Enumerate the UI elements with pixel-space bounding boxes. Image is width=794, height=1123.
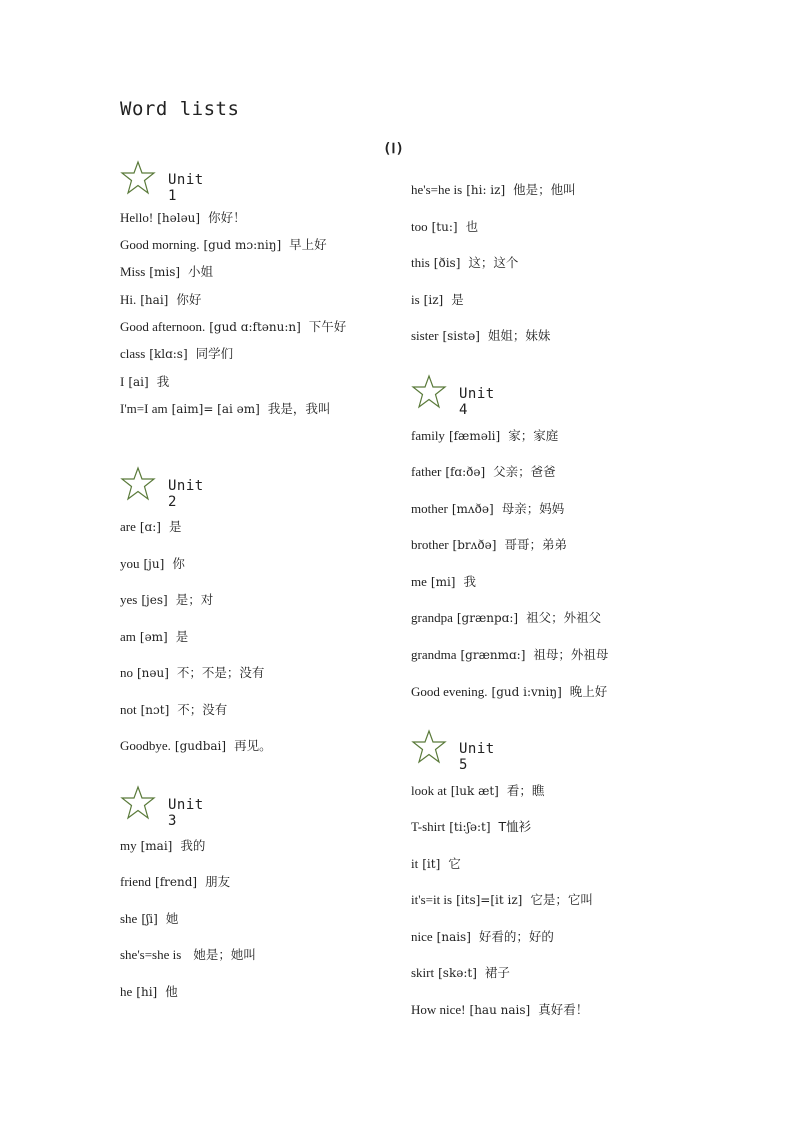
word-phonetic: [fɑ:ðə] bbox=[445, 465, 486, 479]
word-phonetic: [hi] bbox=[136, 985, 158, 999]
star-icon bbox=[120, 466, 156, 502]
word-english: nice bbox=[411, 929, 433, 944]
word-phonetic: [mis] bbox=[149, 265, 181, 279]
word-entry bbox=[411, 217, 478, 235]
word-phonetic: [gud mɔ:niŋ] bbox=[203, 238, 282, 252]
word-entry bbox=[120, 517, 181, 535]
word-entry bbox=[120, 736, 272, 754]
word-phonetic: [hi: iz] bbox=[466, 183, 506, 197]
word-english: Good afternoon. bbox=[120, 319, 206, 334]
word-english: sister bbox=[411, 328, 439, 343]
word-chinese: 我 bbox=[156, 374, 170, 389]
star-icon bbox=[411, 729, 447, 765]
word-chinese: T恤衫 bbox=[498, 819, 532, 834]
word-entry bbox=[411, 927, 554, 945]
word-english: he's=he is bbox=[411, 182, 463, 197]
word-chinese: 早上好 bbox=[289, 237, 327, 252]
word-chinese: 是 bbox=[451, 292, 464, 307]
word-entry bbox=[411, 253, 518, 271]
word-phonetic: [fæməli] bbox=[448, 429, 501, 443]
word-chinese: 再见。 bbox=[234, 738, 272, 753]
word-chinese: 母亲；妈妈 bbox=[501, 501, 565, 516]
word-chinese: 她 bbox=[165, 911, 179, 926]
word-english: my bbox=[120, 838, 137, 853]
word-phonetic: [its]=[it iz] bbox=[456, 893, 523, 907]
word-english: Good evening. bbox=[411, 684, 488, 699]
star-icon bbox=[411, 374, 447, 410]
word-phonetic: [ʃi] bbox=[141, 912, 158, 926]
word-entry bbox=[120, 627, 188, 645]
unit-label: Unit 1 bbox=[168, 172, 204, 204]
word-phonetic: [hələu] bbox=[157, 211, 201, 225]
word-chinese: 是；对 bbox=[175, 592, 214, 607]
word-english: family bbox=[411, 428, 445, 443]
word-english: grandpa bbox=[411, 610, 453, 625]
word-english: friend bbox=[120, 874, 152, 889]
word-chinese: 姐姐；妹妹 bbox=[487, 328, 551, 343]
word-english: am bbox=[120, 629, 136, 644]
word-chinese: 她是；她叫 bbox=[193, 947, 256, 962]
word-entry bbox=[120, 235, 327, 253]
word-chinese: 不；不是；没有 bbox=[176, 665, 265, 680]
word-entry bbox=[411, 499, 564, 517]
word-phonetic: [nais] bbox=[436, 930, 471, 944]
word-english: she bbox=[120, 911, 138, 926]
word-phonetic: [mai] bbox=[140, 839, 173, 853]
word-phonetic: [grænmɑ:] bbox=[460, 648, 526, 662]
word-english: class bbox=[120, 346, 146, 361]
word-english: is bbox=[411, 292, 420, 307]
word-chinese: 祖母；外祖母 bbox=[533, 647, 609, 662]
word-entry bbox=[411, 535, 567, 553]
word-phonetic: [frend] bbox=[155, 875, 198, 889]
word-phonetic: [ðis] bbox=[433, 256, 461, 270]
word-english: it's=it is bbox=[411, 892, 453, 907]
word-chinese: 裙子 bbox=[484, 965, 510, 980]
word-phonetic: [aim]= [ai əm] bbox=[171, 402, 260, 416]
word-english: brother bbox=[411, 537, 449, 552]
word-phonetic: [brʌðə] bbox=[452, 538, 497, 552]
word-chinese: 你好 bbox=[176, 292, 202, 307]
word-entry bbox=[120, 399, 330, 417]
word-phonetic: [skə:t] bbox=[438, 966, 477, 980]
unit-label: Unit 3 bbox=[168, 797, 204, 829]
word-entry bbox=[411, 426, 558, 444]
word-entry bbox=[120, 317, 346, 335]
word-entry bbox=[411, 608, 601, 626]
word-phonetic: [iz] bbox=[423, 293, 444, 307]
word-entry bbox=[411, 290, 464, 308]
word-phonetic: [tu:] bbox=[431, 220, 458, 234]
word-chinese: 这；这个 bbox=[468, 255, 519, 270]
unit-label: Unit 5 bbox=[459, 741, 495, 773]
unit-label: Unit 4 bbox=[459, 386, 495, 418]
word-entry bbox=[411, 462, 556, 480]
word-chinese: 我 bbox=[463, 574, 476, 589]
section-subtitle: (Ⅰ) bbox=[383, 141, 404, 157]
word-english: Good morning. bbox=[120, 237, 200, 252]
word-entry bbox=[120, 982, 178, 1000]
word-english: he bbox=[120, 984, 133, 999]
word-english: no bbox=[120, 665, 133, 680]
word-entry bbox=[411, 854, 461, 872]
word-entry bbox=[411, 781, 544, 799]
word-chinese: 哥哥；弟弟 bbox=[504, 537, 567, 552]
page-title: Word lists bbox=[120, 98, 240, 120]
word-chinese: 父亲；爸爸 bbox=[493, 464, 556, 479]
word-entry bbox=[411, 817, 531, 835]
word-entry bbox=[411, 180, 576, 198]
word-entry bbox=[120, 909, 178, 927]
star-icon bbox=[120, 785, 156, 821]
word-english: T-shirt bbox=[411, 819, 446, 834]
word-phonetic: [gud ɑ:ftənu:n] bbox=[209, 320, 301, 334]
word-chinese: 不；没有 bbox=[177, 702, 228, 717]
word-english: are bbox=[120, 519, 136, 534]
word-entry bbox=[120, 945, 256, 963]
word-english: I bbox=[120, 374, 125, 389]
unit-label: Unit 2 bbox=[168, 478, 204, 510]
word-english: this bbox=[411, 255, 430, 270]
word-chinese: 看；瞧 bbox=[506, 783, 545, 798]
word-english: grandma bbox=[411, 647, 457, 662]
word-phonetic: [gud i:vniŋ] bbox=[491, 685, 562, 699]
word-entry bbox=[120, 262, 213, 280]
word-entry bbox=[411, 963, 510, 981]
word-chinese: 它 bbox=[448, 856, 461, 871]
word-phonetic: [it] bbox=[422, 857, 441, 871]
word-entry bbox=[411, 1000, 588, 1018]
word-english: Hi. bbox=[120, 292, 137, 307]
word-phonetic: [hau nais] bbox=[469, 1003, 531, 1017]
word-phonetic: [klɑ:s] bbox=[149, 347, 188, 361]
word-chinese: 祖父；外祖父 bbox=[526, 610, 602, 625]
word-phonetic: [luk æt] bbox=[450, 784, 499, 798]
word-chinese: 晚上好 bbox=[569, 684, 608, 699]
word-entry bbox=[120, 872, 230, 890]
word-entry bbox=[411, 572, 476, 590]
word-entry bbox=[120, 700, 227, 718]
word-chinese: 你好！ bbox=[208, 210, 246, 225]
word-phonetic: [ti:ʃə:t] bbox=[449, 820, 491, 834]
word-chinese: 是 bbox=[175, 629, 189, 644]
word-english: too bbox=[411, 219, 428, 234]
word-entry bbox=[411, 326, 550, 344]
star-icon bbox=[120, 160, 156, 196]
word-entry bbox=[120, 554, 185, 572]
word-entry bbox=[120, 290, 201, 308]
word-english: mother bbox=[411, 501, 448, 516]
word-chinese: 我的 bbox=[180, 838, 206, 853]
word-phonetic: [gudbai] bbox=[174, 739, 227, 753]
word-phonetic: [grænpɑ:] bbox=[456, 611, 519, 625]
word-chinese: 小姐 bbox=[188, 264, 214, 279]
word-chinese: 是 bbox=[168, 519, 182, 534]
word-english: look at bbox=[411, 783, 447, 798]
word-chinese: 家；家庭 bbox=[508, 428, 559, 443]
word-phonetic: [nəu] bbox=[137, 666, 169, 680]
word-entry bbox=[120, 372, 169, 390]
word-entry bbox=[120, 663, 264, 681]
word-english: I'm=I am bbox=[120, 401, 168, 416]
word-english: yes bbox=[120, 592, 138, 607]
word-phonetic: [əm] bbox=[139, 630, 168, 644]
word-chinese: 同学们 bbox=[195, 346, 234, 361]
word-english: How nice! bbox=[411, 1002, 466, 1017]
word-phonetic: [mʌðə] bbox=[451, 502, 494, 516]
word-phonetic: [ai] bbox=[128, 375, 149, 389]
word-entry bbox=[411, 682, 607, 700]
word-chinese: 它是；它叫 bbox=[530, 892, 593, 907]
word-phonetic: [hai] bbox=[140, 293, 169, 307]
word-chinese: 朋友 bbox=[205, 874, 231, 889]
word-english: you bbox=[120, 556, 140, 571]
word-english: Miss bbox=[120, 264, 146, 279]
word-chinese: 你 bbox=[172, 556, 185, 571]
word-chinese: 他是；他叫 bbox=[513, 182, 576, 197]
word-phonetic: [nɔt] bbox=[140, 703, 170, 717]
word-chinese: 好看的；好的 bbox=[478, 929, 554, 944]
word-entry bbox=[120, 590, 213, 608]
word-english: Goodbye. bbox=[120, 738, 171, 753]
word-entry bbox=[411, 645, 608, 663]
word-phonetic: [mi] bbox=[430, 575, 456, 589]
word-english: father bbox=[411, 464, 442, 479]
word-english: Hello! bbox=[120, 210, 154, 225]
word-phonetic: [ju] bbox=[143, 557, 165, 571]
word-entry bbox=[120, 208, 246, 226]
word-entry bbox=[120, 836, 205, 854]
word-chinese: 真好看！ bbox=[538, 1002, 589, 1017]
word-phonetic: [jes] bbox=[141, 593, 168, 607]
word-phonetic: [ɑ:] bbox=[139, 520, 161, 534]
word-english: skirt bbox=[411, 965, 435, 980]
word-english: she's=she is bbox=[120, 947, 182, 962]
word-entry bbox=[120, 344, 233, 362]
word-chinese: 下午好 bbox=[308, 319, 347, 334]
word-chinese: 也 bbox=[465, 219, 479, 234]
word-english: not bbox=[120, 702, 137, 717]
word-chinese: 我是，我叫 bbox=[267, 401, 331, 416]
word-entry bbox=[411, 890, 593, 908]
word-phonetic: [sistə] bbox=[442, 329, 480, 343]
word-english: it bbox=[411, 856, 419, 871]
word-english: me bbox=[411, 574, 427, 589]
word-chinese: 他 bbox=[165, 984, 178, 999]
